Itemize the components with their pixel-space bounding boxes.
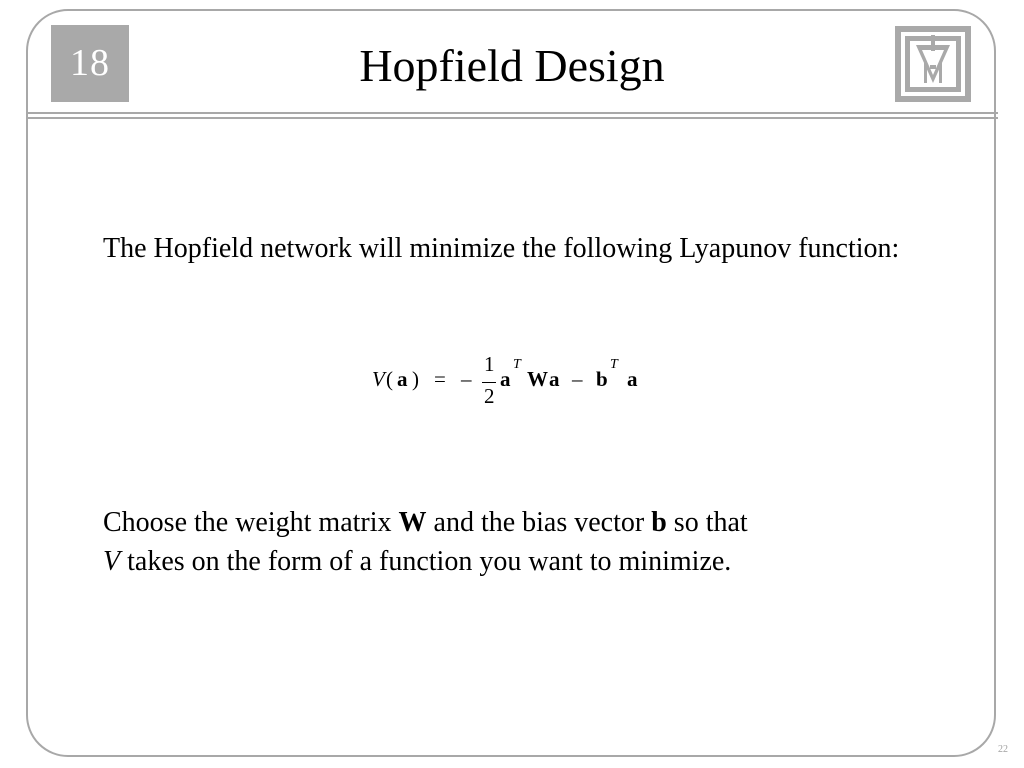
instruction-lyapunov-v: V bbox=[103, 546, 121, 577]
slide-title: Hopfield Design bbox=[359, 40, 665, 91]
eq-frac-denominator: 2 bbox=[484, 384, 495, 408]
chapter-number-badge: 18 bbox=[51, 25, 129, 102]
eq-lhs-argument: a bbox=[397, 367, 408, 391]
eq-lhs-function: V bbox=[372, 367, 385, 391]
eq-term1-transpose: T bbox=[513, 357, 521, 372]
neuron-logo-icon bbox=[894, 25, 972, 103]
instruction-bias-vector: b bbox=[651, 507, 667, 538]
eq-term1-vector: a bbox=[500, 367, 511, 391]
intro-paragraph: The Hopfield network will minimize the following Lyapunov function: bbox=[103, 233, 900, 264]
eq-term2-vector2: a bbox=[627, 367, 638, 391]
eq-lhs-close-paren: ) bbox=[412, 367, 419, 391]
eq-lhs-open-paren: ( bbox=[386, 367, 393, 391]
instruction-text-4: takes on the form of a function you want to minimize. bbox=[120, 546, 732, 577]
eq-equals: = bbox=[434, 367, 446, 391]
instruction-text-3: so that bbox=[666, 507, 748, 538]
slide-frame bbox=[26, 9, 996, 757]
eq-term1-vector2: a bbox=[549, 367, 560, 391]
eq-frac-numerator: 1 bbox=[484, 352, 495, 376]
instruction-weight-matrix: W bbox=[398, 507, 427, 538]
header-divider-bottom bbox=[26, 117, 998, 119]
instruction-text-1: Choose the weight matrix bbox=[103, 507, 399, 538]
instruction-text-2: and the bias vector bbox=[426, 507, 652, 538]
eq-frac-bar bbox=[482, 382, 496, 383]
instruction-paragraph bbox=[103, 503, 963, 581]
eq-term2-vector: b bbox=[596, 367, 608, 391]
eq-term2-transpose: T bbox=[610, 357, 618, 372]
eq-minus-1: – bbox=[461, 367, 472, 391]
page-number: 22 bbox=[998, 744, 1008, 755]
header-divider-top bbox=[26, 112, 998, 114]
eq-minus-2: – bbox=[572, 367, 583, 391]
eq-term1-matrix: W bbox=[527, 367, 548, 391]
